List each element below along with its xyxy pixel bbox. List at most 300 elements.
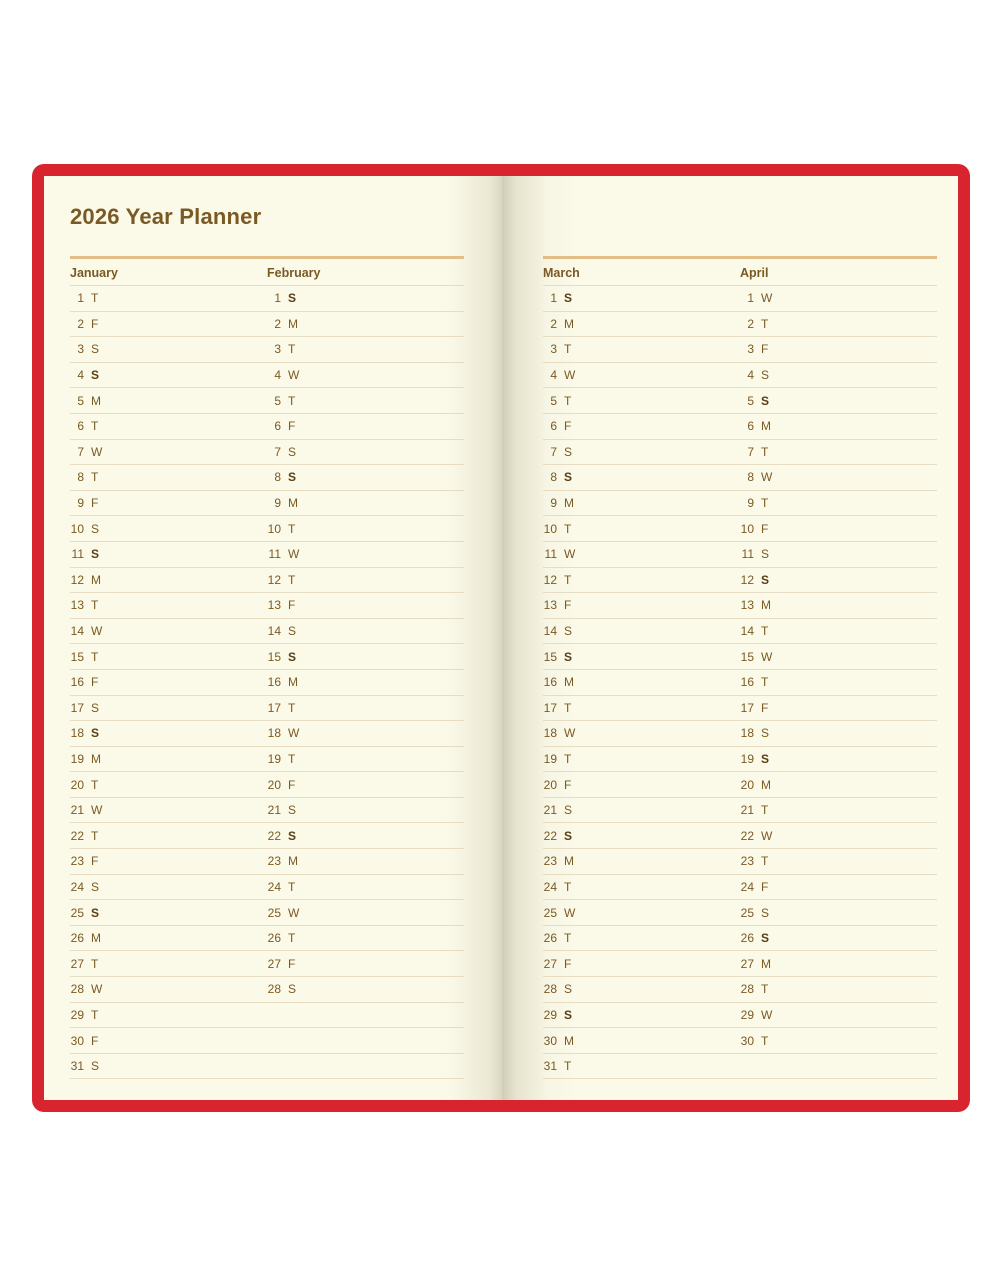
weekday-letter: F [564,956,572,971]
weekday-letter: T [564,1059,572,1074]
day-row [70,363,267,389]
day-row [70,721,267,747]
day-number: 5 [747,393,754,408]
day-number: 24 [740,879,754,894]
weekday-letter-sunday: S [288,291,297,306]
weekday-letter: M [564,1033,574,1048]
day-number: 4 [77,368,84,383]
weekday-letter: T [564,700,572,715]
weekday-letter-sunday: S [288,649,297,664]
day-number: 29 [740,1007,754,1022]
day-row [740,542,937,568]
day-list [543,286,740,1079]
weekday-letter: S [91,1059,100,1074]
day-row [543,721,740,747]
day-number: 30 [740,1033,754,1048]
day-number: 10 [740,521,754,536]
day-row [70,337,267,363]
day-row [740,721,937,747]
day-number: 8 [274,470,281,485]
day-row [267,465,464,491]
day-number: 21 [543,803,557,818]
weekday-letter: S [761,368,770,383]
weekday-letter: T [91,1007,99,1022]
weekday-letter: S [288,982,297,997]
weekday-letter: S [288,444,297,459]
day-number: 12 [70,572,84,587]
day-row [267,619,464,645]
day-number: 16 [267,675,281,690]
day-row [267,312,464,338]
day-row [740,900,937,926]
weekday-letter: S [288,624,297,639]
day-number: 8 [77,470,84,485]
day-row [70,440,267,466]
month-column-april [740,256,937,1079]
day-row [267,900,464,926]
day-number: 1 [747,291,754,306]
day-number: 24 [543,879,557,894]
day-number: 13 [543,598,557,613]
day-number: 7 [77,444,84,459]
weekday-letter: T [761,1033,769,1048]
day-number: 18 [543,726,557,741]
weekday-letter: F [288,598,296,613]
weekday-letter: W [91,624,103,639]
weekday-letter: S [564,444,573,459]
weekday-letter-sunday: S [564,649,573,664]
day-row [70,900,267,926]
weekday-letter: S [761,726,770,741]
day-number: 30 [543,1033,557,1048]
day-number: 28 [70,982,84,997]
weekday-letter: T [564,879,572,894]
day-row [543,516,740,542]
day-number: 19 [267,751,281,766]
weekday-letter: T [288,572,296,587]
weekday-letter: T [564,572,572,587]
day-number: 10 [70,521,84,536]
day-row [70,491,267,517]
day-row [70,644,267,670]
day-row [267,951,464,977]
day-number: 23 [267,854,281,869]
day-number: 26 [267,931,281,946]
day-row [70,593,267,619]
day-row-empty [267,1054,464,1080]
day-row [543,670,740,696]
day-number: 16 [543,675,557,690]
weekday-letter-sunday: S [564,291,573,306]
day-row-empty [740,1054,937,1080]
day-row [740,926,937,952]
day-number: 15 [543,649,557,664]
day-row-empty [267,1028,464,1054]
day-number: 15 [740,649,754,664]
day-row [740,388,937,414]
day-list [70,286,267,1079]
day-number: 7 [550,444,557,459]
weekday-letter: W [761,649,773,664]
day-number: 3 [77,342,84,357]
weekday-letter: T [288,521,296,536]
day-number: 14 [543,624,557,639]
weekday-letter: F [564,419,572,434]
weekday-letter: M [564,854,574,869]
weekday-letter: T [288,931,296,946]
day-row [70,542,267,568]
day-number: 4 [274,368,281,383]
day-number: 10 [543,521,557,536]
day-row [543,388,740,414]
day-row [267,363,464,389]
day-row [70,747,267,773]
day-number: 15 [267,649,281,664]
weekday-letter: M [91,931,101,946]
day-row [740,465,937,491]
weekday-letter-sunday: S [761,393,770,408]
day-number: 18 [740,726,754,741]
day-row [543,747,740,773]
day-number: 11 [268,547,281,562]
weekday-letter: T [288,879,296,894]
weekday-letter: W [761,470,773,485]
weekday-letter: S [91,521,100,536]
day-row [543,644,740,670]
month-name: March [543,259,740,286]
day-number: 23 [543,854,557,869]
weekday-letter: M [564,316,574,331]
weekday-letter: F [761,521,769,536]
day-row [70,951,267,977]
day-row [543,1028,740,1054]
day-row [543,1003,740,1029]
day-number: 3 [550,342,557,357]
day-row [740,286,937,312]
day-number: 26 [543,931,557,946]
day-row [70,286,267,312]
day-number: 24 [267,879,281,894]
day-row [70,1054,267,1080]
day-list [267,286,464,1079]
day-number: 23 [70,854,84,869]
weekday-letter: W [288,905,300,920]
weekday-letter-sunday: S [91,368,100,383]
day-number: 25 [70,905,84,920]
day-row [740,977,937,1003]
day-row [267,721,464,747]
day-number: 10 [267,521,281,536]
weekday-letter: F [91,854,99,869]
weekday-letter: T [91,956,99,971]
day-number: 19 [70,751,84,766]
day-row [543,772,740,798]
day-number: 20 [267,777,281,792]
day-number: 28 [543,982,557,997]
day-row [70,516,267,542]
weekday-letter: S [761,547,770,562]
day-number: 21 [267,803,281,818]
weekday-letter: T [761,316,769,331]
weekday-letter: T [91,419,99,434]
day-number: 23 [740,854,754,869]
day-number: 22 [740,828,754,843]
day-row [543,977,740,1003]
day-row [70,312,267,338]
weekday-letter: S [91,700,100,715]
weekday-letter: M [288,854,298,869]
weekday-letter: S [91,342,100,357]
day-row [267,670,464,696]
weekday-letter: F [564,598,572,613]
day-number: 20 [543,777,557,792]
day-row [267,798,464,824]
weekday-letter: F [288,777,296,792]
weekday-letter: S [564,624,573,639]
weekday-letter: W [761,1007,773,1022]
weekday-letter: T [564,521,572,536]
day-number: 14 [267,624,281,639]
weekday-letter: T [564,342,572,357]
day-row [267,926,464,952]
day-number: 20 [70,777,84,792]
month-column-march [543,256,740,1079]
day-number: 9 [274,496,281,511]
month-name: January [70,259,267,286]
day-number: 18 [70,726,84,741]
day-row [267,286,464,312]
weekday-letter: T [91,828,99,843]
day-number: 7 [747,444,754,459]
day-row [740,516,937,542]
weekday-letter: F [91,496,99,511]
day-number: 12 [740,572,754,587]
weekday-letter: W [761,291,773,306]
day-number: 11 [71,547,84,562]
day-row [740,363,937,389]
weekday-letter: M [91,751,101,766]
weekday-letter: T [288,751,296,766]
day-row [543,542,740,568]
day-number: 13 [740,598,754,613]
day-row [543,465,740,491]
weekday-letter: T [91,598,99,613]
day-number: 31 [70,1059,84,1074]
weekday-letter: W [288,726,300,741]
weekday-letter: F [288,956,296,971]
day-number: 18 [267,726,281,741]
day-number: 6 [550,419,557,434]
day-row [70,875,267,901]
day-number: 17 [543,700,557,715]
day-row [740,440,937,466]
weekday-letter-sunday: S [564,828,573,843]
weekday-letter: F [761,700,769,715]
weekday-letter: M [761,598,771,613]
weekday-letter: M [761,956,771,971]
weekday-letter-sunday: S [91,547,100,562]
day-number: 8 [550,470,557,485]
day-row [740,1003,937,1029]
planner-title: 2026 Year Planner [70,204,262,229]
weekday-letter: S [91,879,100,894]
day-row [543,568,740,594]
day-row [740,593,937,619]
weekday-letter: M [564,675,574,690]
day-number: 29 [543,1007,557,1022]
day-number: 27 [543,956,557,971]
weekday-letter: F [564,777,572,792]
day-row [543,286,740,312]
weekday-letter: W [564,368,576,383]
weekday-letter: M [288,496,298,511]
day-row [543,440,740,466]
day-row [267,440,464,466]
day-number: 5 [77,393,84,408]
day-row [740,644,937,670]
day-row [543,1054,740,1080]
day-row [267,849,464,875]
weekday-letter: S [288,803,297,818]
day-number: 2 [77,316,84,331]
weekday-letter: T [288,700,296,715]
weekday-letter-sunday: S [288,470,297,485]
day-row [740,849,937,875]
day-row [70,619,267,645]
weekday-letter: S [761,905,770,920]
weekday-letter: M [288,675,298,690]
day-row [543,823,740,849]
day-number: 14 [740,624,754,639]
day-row [543,491,740,517]
day-list [740,286,937,1079]
day-number: 30 [70,1033,84,1048]
weekday-letter: T [761,854,769,869]
weekday-letter: F [91,675,99,690]
weekday-letter: T [761,496,769,511]
weekday-letter: W [564,905,576,920]
day-row [740,312,937,338]
weekday-letter: T [761,444,769,459]
day-row [740,491,937,517]
day-row [267,516,464,542]
month-name: February [267,259,464,286]
day-number: 19 [543,751,557,766]
weekday-letter: T [761,803,769,818]
day-number: 27 [70,956,84,971]
day-number: 26 [70,931,84,946]
day-number: 1 [77,291,84,306]
day-number: 13 [267,598,281,613]
weekday-letter: T [288,342,296,357]
weekday-letter: T [288,393,296,408]
weekday-letter: F [91,316,99,331]
day-row [740,696,937,722]
day-row [543,619,740,645]
weekday-letter: T [91,470,99,485]
day-number: 12 [543,572,557,587]
day-row [740,619,937,645]
weekday-letter: W [288,547,300,562]
weekday-letter-sunday: S [761,572,770,587]
day-number: 5 [274,393,281,408]
day-number: 26 [740,931,754,946]
day-row [267,772,464,798]
day-row [543,312,740,338]
day-number: 9 [747,496,754,511]
day-number: 11 [544,547,557,562]
day-row-empty [267,1003,464,1029]
day-number: 17 [70,700,84,715]
day-number: 21 [70,803,84,818]
day-number: 20 [740,777,754,792]
weekday-letter: T [761,624,769,639]
weekday-letter-sunday: S [761,931,770,946]
day-row [70,823,267,849]
day-number: 22 [543,828,557,843]
weekday-letter: S [564,803,573,818]
day-number: 2 [550,316,557,331]
month-name: April [740,259,937,286]
weekday-letter: M [91,393,101,408]
day-row [543,696,740,722]
day-number: 19 [740,751,754,766]
day-row [543,900,740,926]
day-row [70,798,267,824]
day-row [740,772,937,798]
day-row [543,951,740,977]
day-number: 17 [267,700,281,715]
day-row [543,363,740,389]
day-row [740,747,937,773]
day-number: 11 [741,547,754,562]
day-number: 22 [70,828,84,843]
day-row [70,977,267,1003]
day-number: 29 [70,1007,84,1022]
day-row [740,951,937,977]
day-row [70,670,267,696]
day-row [740,875,937,901]
day-row [267,414,464,440]
day-number: 3 [747,342,754,357]
day-number: 28 [740,982,754,997]
weekday-letter: M [564,496,574,511]
weekday-letter: M [761,777,771,792]
day-row [543,337,740,363]
day-number: 25 [740,905,754,920]
weekday-letter-sunday: S [564,1007,573,1022]
weekday-letter: W [91,444,103,459]
day-row [70,568,267,594]
month-column-january [70,256,267,1079]
day-row [70,849,267,875]
day-row [543,798,740,824]
month-column-february [267,256,464,1079]
day-number: 31 [543,1059,557,1074]
weekday-letter: T [564,751,572,766]
day-number: 5 [550,393,557,408]
day-number: 21 [740,803,754,818]
day-row [267,823,464,849]
weekday-letter: M [761,419,771,434]
day-number: 14 [70,624,84,639]
day-row [740,670,937,696]
day-number: 27 [740,956,754,971]
day-number: 22 [267,828,281,843]
weekday-letter: W [91,982,103,997]
day-row [267,568,464,594]
day-number: 2 [274,316,281,331]
